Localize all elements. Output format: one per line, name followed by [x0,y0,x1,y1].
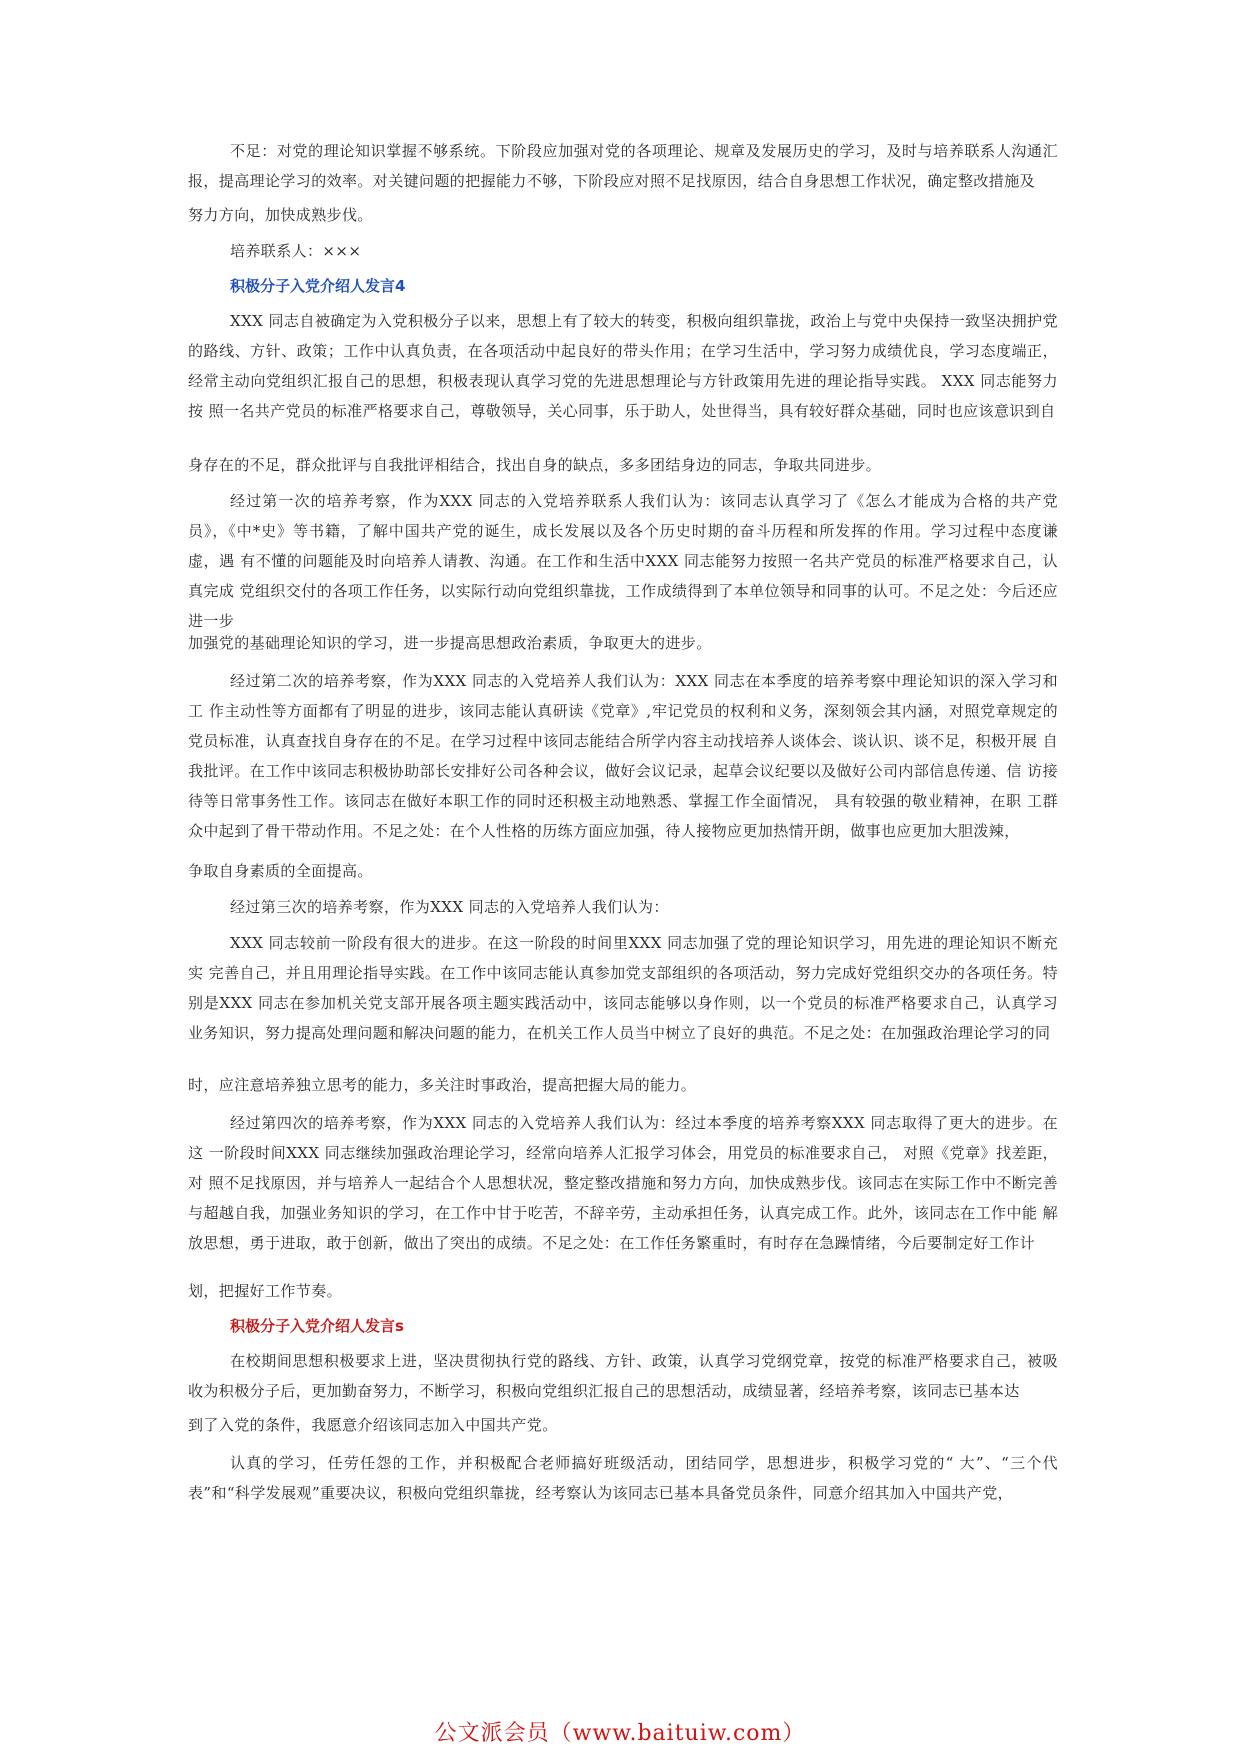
paragraph-speech-5-intro-continued: 到了入党的条件，我愿意介绍该同志加入中国共产党。 [188,1416,558,1434]
contact-person: 培养联系人：××× [230,242,362,260]
paragraph-second-review: 经过第二次的培养考察，作为XXX 同志的入党培养人我们认为：XXX 同志在本季度的培养考察中理论知识的深入学习和工 作主动性等方面都有了明显的进步，该同志能认真研读《党章》,牢记党员的权利和义务，深刻领会其内涵，对照党章规定的 党员标准，认真查找自身存在的不足。在学习过程中该同志能结合所学内容主动找培养人谈体会、谈认识、谈不足，积极开展 自我批评。在工作中该同志积极协助部长安排好公司各种会议，做好会议记录，起草会议纪要以及做好公司内部信息传递、信 访接待等日常事务性工作。该同志在做好本职工作的同时还积极主动地熟悉、掌握工作全面情况， 具有较强的敬业精神，在职 工群众中起到了骨干带动作用。不足之处：在个人性格的历练方面应加强，待人接物应更加热情开朗，做事也应更加大胆泼辣， [188,672,1058,840]
paragraph-deficiency-continued: 努力方向，加快成熟步伐。 [188,206,373,224]
paragraph-deficiency: 不足：对党的理论知识掌握不够系统。下阶段应加强对党的各项理论、规章及发展历史的学习，及时与培养联系人沟通汇报，提高理论学习的效率。对关键问题的把握能力不够，下阶段应对照不足找原因，结合自身思想工作状况，确定整改措施及 [188,142,1058,190]
paragraph-speech-4-intro: XXX 同志自被确定为入党积极分子以来，思想上有了较大的转变，积极向组织靠拢，政治上与党中央保持一致坚决拥护党 的路线、方针、政策；工作中认真负责，在各项活动中起良好的带头作用；在学习生活中，学习努力成绩优良，学习态度端正， 经常主动向党组织汇报自己的思想，积极表现认真学习党的先进思想理论与方针政策用先进的理论指导实践。 XXX 同志能努力按 照一名共产党员的标准严格要求自己，尊敬领导，关心同事，乐于助人，处世得当，具有较好群众基础，同时也应该意识到自 [188,312,1058,420]
paragraph-first-review-continued: 加强党的基础理论知识的学习，进一步提高思想政治素质，争取更大的进步。 [188,634,712,652]
paragraph-fourth-review-continued: 划，把握好工作节奏。 [188,1282,343,1300]
paragraph-speech-4-intro-continued: 身存在的不足，群众批评与自我批评相结合，找出自身的缺点，多多团结身边的同志，争取共同进步。 [188,456,882,474]
section-heading-5: 积极分子入党介绍人发言s [230,1317,404,1335]
paragraph-second-review-continued: 争取自身素质的全面提高。 [188,862,373,880]
paragraph-first-review: 经过第一次的培养考察，作为XXX 同志的入党培养联系人我们认为：该同志认真学习了《怎么才能成为合格的共产党员》，《中*史》等书籍，了解中国共产党的诞生，成长发展以及各个历史时期的奋斗历程和所发挥的作用。学习过程中态度谦虚，遇 有不懂的问题能及时向培养人请教、沟通。在工作和生活中XXX 同志能努力按照一名共产党员的标准严格要求自己，认真完成 党组织交付的各项工作任务，以实际行动向党组织靠拢，工作成绩得到了本单位领导和同事的认可。不足之处：今后还应进一步 [188,492,1058,630]
footer-watermark: 公文派会员（www.baituiw.com） [434,1721,806,1746]
paragraph-third-review: 经过第三次的培养考察，作为XXX 同志的入党培养人我们认为： [230,898,669,916]
paragraph-fourth-review: 经过第四次的培养考察，作为XXX 同志的入党培养人我们认为：经过本季度的培养考察XXX 同志取得了更大的进步。在这 一阶段时间XXX 同志继续加强政治理论学习，经常向培养人汇报学习体会，用党员的标准要求自己， 对照《党章》找差距，对 照不足找原因，并与培养人一起结合个人思想状况，整定整改措施和努力方向，加快成熟步伐。该同志在实际工作中不断完善 与超越自我，加强业务知识的学习，在工作中甘于吃苦，不辞辛劳，主动承担任务，认真完成工作。此外，该同志在工作中能 解放思想，勇于进取，敢于创新，做出了突出的成绩。不足之处：在工作任务繁重时，有时存在急躁情绪，今后要制定好工作计 [188,1114,1058,1252]
paragraph-third-review-body: XXX 同志较前一阶段有很大的进步。在这一阶段的时间里XXX 同志加强了党的理论知识学习，用先进的理论知识不断充实 完善自己，并且用理论指导实践。在工作中该同志能认真参加党支部组织的各项活动，努力完成好党组织交办的各项任务。特 别是XXX 同志在参加机关党支部开展各项主题实践活动中，该同志能够以身作则，以一个党员的标准严格要求自己，认真学习 业务知识，努力提高处理问题和解决问题的能力，在机关工作人员当中树立了良好的典范。不足之处：在加强政治理论学习的同 [188,934,1058,1042]
paragraph-speech-5-intro: 在校期间思想积极要求上进，坚决贯彻执行党的路线、方针、政策，认真学习党纲党章，按党的标准严格要求自己，被吸收为积极分子后，更加勤奋努力，不断学习，积极向党组织汇报自己的思想活动，成绩显著，经培养考察，该同志已基本达 [188,1352,1058,1400]
paragraph-third-review-continued: 时，应注意培养独立思考的能力，多关注时事政治，提高把握大局的能力。 [188,1076,697,1094]
section-heading-4: 积极分子入党介绍人发言4 [230,277,406,295]
paragraph-speech-5-body: 认真的学习，任劳任怨的工作，并积极配合老师搞好班级活动，团结同学，思想进步，积极学习党的“ 大”、“三个代表”和“科学发展观”重要决议，积极向党组织靠拢，经考察认为该同志已基本具备党员条件，同意介绍其加入中国共产党， [188,1454,1058,1502]
